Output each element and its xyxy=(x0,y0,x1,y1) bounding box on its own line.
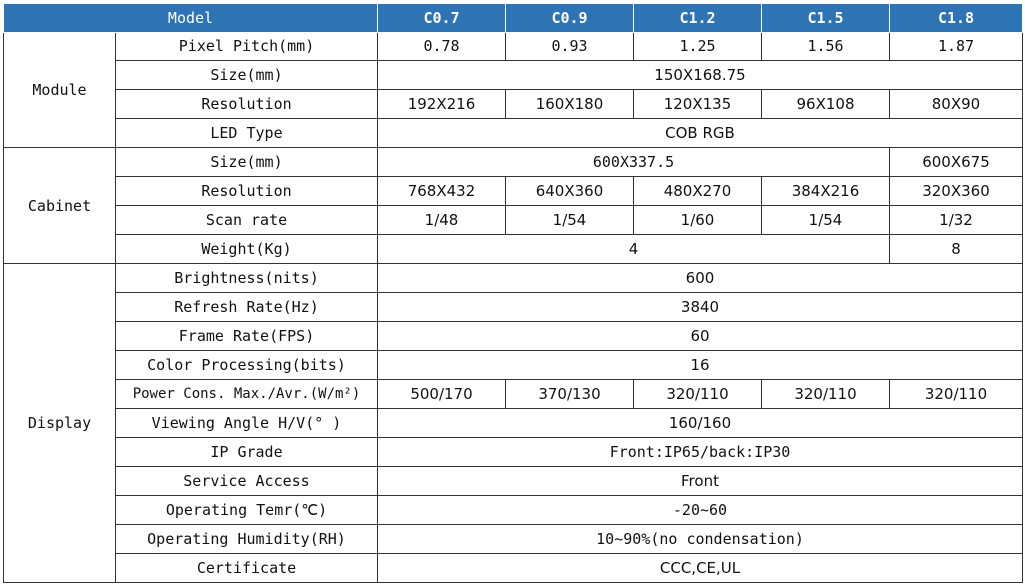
header-row xyxy=(4,4,1023,32)
value-cell: 1/54 xyxy=(506,206,634,235)
value-cell: 480X270 xyxy=(634,177,762,206)
header-model-c07: C0.7 xyxy=(378,4,506,32)
module-pixel-pitch-row xyxy=(4,32,1023,61)
value-cell: 10~90%(no condensation) xyxy=(378,524,1023,553)
cabinet-size-row xyxy=(4,148,1023,177)
param-label: Scan rate xyxy=(116,206,378,235)
display-service-access-row xyxy=(4,467,1023,496)
value-cell: 1.56 xyxy=(762,32,890,61)
group-display: Display xyxy=(4,264,116,583)
param-label: Viewing Angle H/V(° ) xyxy=(116,409,378,438)
value-cell: 600 xyxy=(378,264,1023,293)
module-size-row xyxy=(4,61,1023,90)
group-module: Module xyxy=(4,32,116,148)
param-label: IP Grade xyxy=(116,438,378,467)
value-cell: 4 xyxy=(378,235,890,264)
header-model-c18: C1.8 xyxy=(890,4,1023,32)
cabinet-scan-rate-row xyxy=(4,206,1023,235)
param-label: Pixel Pitch(mm) xyxy=(116,32,378,61)
value-cell: 60 xyxy=(378,322,1023,351)
value-cell: 1/60 xyxy=(634,206,762,235)
param-label: Size(mm) xyxy=(116,61,378,90)
value-cell: 768X432 xyxy=(378,177,506,206)
display-power-row xyxy=(4,380,1023,409)
cabinet-resolution-row xyxy=(4,177,1023,206)
param-label: Operating Humidity(RH) xyxy=(116,524,378,553)
param-label: Certificate xyxy=(116,553,378,582)
param-label: Weight(Kg) xyxy=(116,235,378,264)
param-label: Resolution xyxy=(116,90,378,119)
value-cell: 192X216 xyxy=(378,90,506,119)
spec-table xyxy=(3,4,1023,583)
param-label: Refresh Rate(Hz) xyxy=(116,293,378,322)
value-cell: 80X90 xyxy=(890,90,1023,119)
display-operating-humidity-row xyxy=(4,524,1023,553)
value-cell: 370/130 xyxy=(506,380,634,409)
param-label: Power Cons. Max./Avr.(W/m²) xyxy=(116,380,378,409)
value-cell: 320/110 xyxy=(634,380,762,409)
param-label: Service Access xyxy=(116,467,378,496)
module-led-type-row xyxy=(4,119,1023,148)
param-label: Color Processing(bits) xyxy=(116,351,378,380)
value-cell: COB RGB xyxy=(378,119,1023,148)
header-model-c12: C1.2 xyxy=(634,4,762,32)
display-certificate-row xyxy=(4,553,1023,582)
display-ip-grade-row xyxy=(4,438,1023,467)
value-cell: 1/48 xyxy=(378,206,506,235)
param-label: Frame Rate(FPS) xyxy=(116,322,378,351)
value-cell: 3840 xyxy=(378,293,1023,322)
value-cell: 160X180 xyxy=(506,90,634,119)
value-cell: 0.78 xyxy=(378,32,506,61)
display-frame-rate-row xyxy=(4,322,1023,351)
value-cell: 16 xyxy=(378,351,1023,380)
display-color-processing-row xyxy=(4,351,1023,380)
display-brightness-row xyxy=(4,264,1023,293)
group-cabinet: Cabinet xyxy=(4,148,116,264)
value-cell: 1.87 xyxy=(890,32,1023,61)
param-label: Size(mm) xyxy=(116,148,378,177)
value-cell: 640X360 xyxy=(506,177,634,206)
header-model-label: Model xyxy=(4,4,378,32)
header-model-c15: C1.5 xyxy=(762,4,890,32)
value-cell: 160/160 xyxy=(378,409,1023,438)
value-cell: Front:IP65/back:IP30 xyxy=(378,438,1023,467)
value-cell: CCC,CE,UL xyxy=(378,553,1023,582)
value-cell: 320/110 xyxy=(762,380,890,409)
value-cell: 8 xyxy=(890,235,1023,264)
display-operating-temp-row xyxy=(4,496,1023,525)
display-viewing-angle-row xyxy=(4,409,1023,438)
value-cell: 150X168.75 xyxy=(378,61,1023,90)
display-refresh-rate-row xyxy=(4,293,1023,322)
param-label: Resolution xyxy=(116,177,378,206)
value-cell: 1.25 xyxy=(634,32,762,61)
value-cell: Front xyxy=(378,467,1023,496)
param-label: Operating Temr(℃) xyxy=(116,496,378,525)
value-cell: 320/110 xyxy=(890,380,1023,409)
value-cell: 600X337.5 xyxy=(378,148,890,177)
value-cell: 0.93 xyxy=(506,32,634,61)
value-cell: 1/32 xyxy=(890,206,1023,235)
value-cell: 384X216 xyxy=(762,177,890,206)
cabinet-weight-row xyxy=(4,235,1023,264)
value-cell: 500/170 xyxy=(378,380,506,409)
module-resolution-row xyxy=(4,90,1023,119)
param-label: LED Type xyxy=(116,119,378,148)
value-cell: 96X108 xyxy=(762,90,890,119)
value-cell: -20~60 xyxy=(378,496,1023,525)
value-cell: 1/54 xyxy=(762,206,890,235)
value-cell: 320X360 xyxy=(890,177,1023,206)
header-model-c09: C0.9 xyxy=(506,4,634,32)
value-cell: 120X135 xyxy=(634,90,762,119)
param-label: Brightness(nits) xyxy=(116,264,378,293)
value-cell: 600X675 xyxy=(890,148,1023,177)
